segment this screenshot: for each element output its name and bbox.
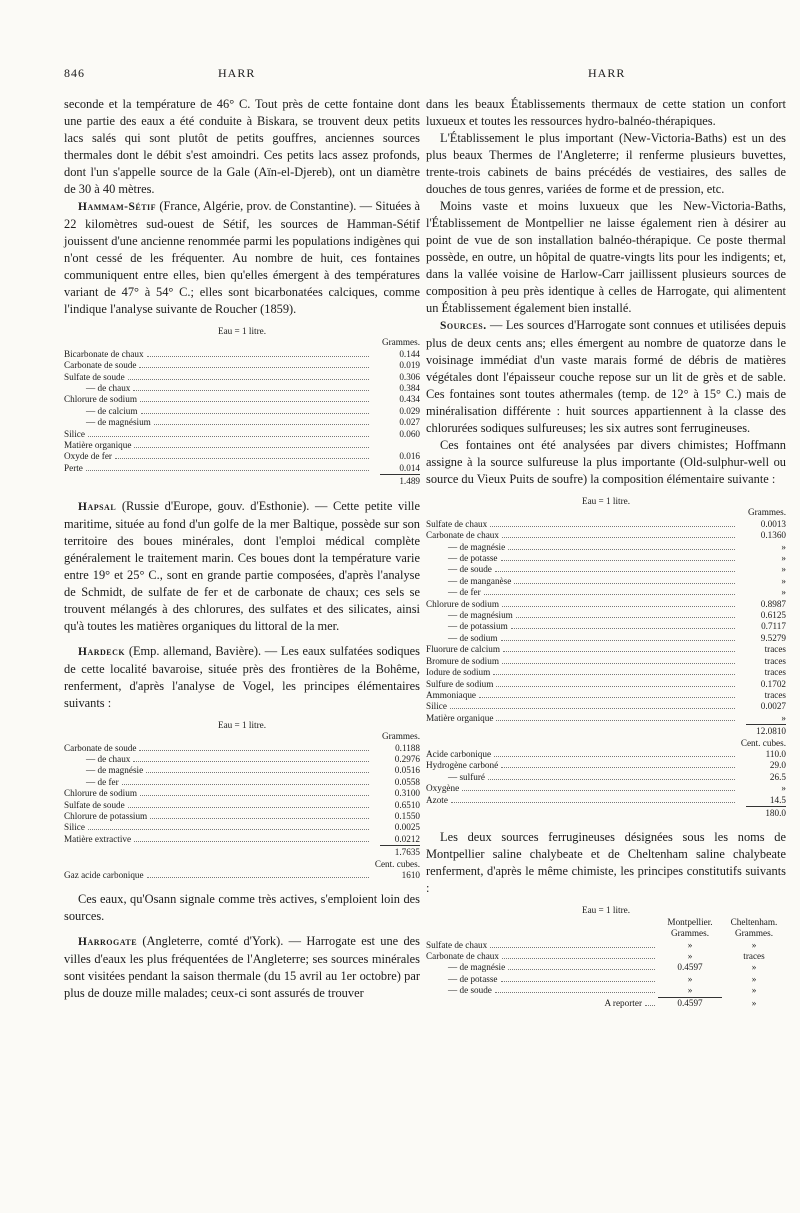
table-rows [426, 519, 786, 724]
row-value: 26.5 [769, 771, 786, 782]
table-unit: Grammes. [381, 337, 420, 348]
analysis-table-hardeck [64, 720, 420, 882]
table-row [426, 587, 786, 598]
row-label: — de soude [448, 564, 492, 575]
row-label: Matière organique [64, 440, 132, 451]
row-label: — de magnésium [86, 417, 151, 428]
row-value: traces [764, 644, 786, 655]
table-row [64, 754, 420, 765]
row-label: Chlorure de sodium [426, 598, 499, 609]
table-column-units: Grammes. Grammes. [670, 928, 773, 939]
row-label: — de magnésium [448, 610, 513, 621]
row-value: » [781, 553, 786, 564]
row-value: 0.029 [399, 405, 420, 416]
table-caption: Eau = 1 litre. [581, 905, 631, 916]
table-caption: Eau = 1 litre. [217, 326, 267, 336]
row-label: Carbonate de chaux [426, 530, 499, 541]
table-unit: Grammes. [747, 507, 786, 518]
row-value: traces [764, 689, 786, 700]
table-row [64, 417, 420, 428]
table-column-headers: Montpellier. Cheltenham. [667, 916, 778, 927]
table-rows [64, 743, 420, 846]
table-row [426, 985, 786, 996]
row-value: » [687, 973, 693, 984]
entry-head: Harrogate [78, 936, 138, 949]
row-label: — de potassium [448, 621, 508, 632]
gas-total: 180.0 [426, 806, 786, 819]
row-value: 0.1360 [760, 530, 786, 541]
row-value: » [751, 962, 757, 973]
row-label: Sulfate de soude [64, 371, 125, 382]
row-value: » [781, 587, 786, 598]
row-value: 0.016 [399, 451, 420, 462]
table-row [426, 519, 786, 530]
table-row [64, 834, 420, 845]
gas-unit: Cent. cubes. [374, 858, 420, 869]
table-row [64, 811, 420, 822]
row-value: 0.019 [399, 360, 420, 371]
table-row [64, 383, 420, 394]
report-row: A reporter 0.4597 » [604, 997, 757, 1008]
row-value: 0.8987 [760, 598, 786, 609]
row-value: 0.6125 [760, 610, 786, 621]
row-label: Carbonate de soude [64, 360, 137, 371]
table-row [426, 795, 786, 806]
analysis-table-hammam [64, 326, 420, 488]
table-row [426, 576, 786, 587]
row-label: Chlorure de sodium [64, 394, 137, 405]
row-value: 0.144 [399, 348, 420, 359]
row-value: » [687, 985, 693, 996]
row-label: Iodure de sodium [426, 667, 491, 678]
row-label: — de fer [448, 587, 481, 598]
table-row [426, 553, 786, 564]
row-value: traces [764, 667, 786, 678]
row-value: 0.6510 [394, 799, 420, 810]
row-value: 110.0 [765, 748, 786, 759]
table-row [426, 940, 786, 951]
table-row [64, 372, 420, 383]
table-row [64, 765, 420, 776]
table-row [426, 530, 786, 541]
table-row [426, 599, 786, 610]
table-row [64, 406, 420, 417]
row-label: Bromure de sodium [426, 655, 499, 666]
paragraph-hoffmann: Ces fontaines ont été analysées par divers chimistes; Hoffmann assigne à la source sulfureuse la plus importante (Old-sulphur-well ou source du Vieux Puits de soufre) la composition élémentaire suivante : [426, 438, 786, 486]
table-row [426, 962, 786, 973]
table-row [64, 360, 420, 371]
paragraph-osann: Ces eaux, qu'Osann signale comme très actives, s'emploient loin des sources. [64, 892, 420, 924]
row-label: — de chaux [86, 753, 131, 764]
row-label: — de potasse [448, 973, 498, 984]
row-value: 29.0 [769, 760, 786, 771]
table-row [426, 679, 786, 690]
row-label: — de magnésie [448, 541, 506, 552]
row-label: — de sodium [448, 632, 498, 643]
table-row [426, 749, 786, 760]
table-row [426, 760, 786, 771]
table-row [426, 772, 786, 783]
row-label: Azote [426, 794, 448, 805]
row-value: 0.2976 [394, 753, 420, 764]
table-row [426, 713, 786, 724]
row-value: 0.7117 [761, 621, 786, 632]
row-label: Chlorure de sodium [64, 788, 137, 799]
row-label: — de magnésie [86, 765, 144, 776]
entry-sources: Sources. — Les sources d'Harrogate sont connues et utilisées depuis plus de deux cents ans; elles émergent au nombre de quatorze dans le voisinage immédiat d'un vaste marais formé de débris de matières végétales dont l'épaisseur couche repose sur un lit de grès et de sable. Ces fontaines sont toutes athermales (temp. de 12° à 15° C.) mais de minéralisation différente : huit sources appartiennent à la classe des chlorurées sodiques sulfureuses; les six autres sont ferrugineuses. [426, 318, 786, 435]
table-row [426, 633, 786, 644]
table-row [64, 777, 420, 788]
table-rows [64, 349, 420, 474]
table-row [426, 542, 786, 553]
row-value: 0.0027 [760, 701, 786, 712]
table-row [426, 621, 786, 632]
table-unit: Grammes. [381, 731, 420, 742]
paragraph-harrogate-cont: dans les beaux Établissements thermaux de cette station un confort luxueux et toutes les ressources hydro-balnéo-thérapiques. [426, 97, 786, 128]
row-value: 0.014 [399, 462, 420, 473]
row-label: Silice [64, 822, 85, 833]
table-row [426, 667, 786, 678]
row-value: 0.1188 [395, 742, 420, 753]
row-label: — de magnésie [448, 962, 506, 973]
row-label: Carbonate de soude [64, 742, 137, 753]
row-label: Sulfate de soude [64, 799, 125, 810]
row-value: 14.5 [769, 794, 786, 805]
running-head-left: HARR [218, 66, 256, 80]
running-head-right: HARR [588, 66, 626, 80]
row-label: — sulfuré [448, 771, 485, 782]
gas-rows [426, 749, 786, 806]
table-total: 1.7635 [64, 845, 420, 858]
analysis-table-old-sulphur-well [426, 496, 786, 819]
row-value: 0.434 [399, 394, 420, 405]
row-value: 0.306 [399, 371, 420, 382]
table-row [64, 788, 420, 799]
table-row [64, 394, 420, 405]
table-row [64, 451, 420, 462]
row-value: » [781, 783, 786, 794]
entry-head: Hapsal [78, 500, 117, 513]
row-value: 0.0013 [760, 518, 786, 529]
table-row [64, 429, 420, 440]
row-label: — de manganèse [448, 575, 512, 586]
row-label: Carbonate de chaux [426, 951, 499, 961]
row-value: » [751, 985, 757, 996]
entry-harrogate: Harrogate (Angleterre, comté d'York). — Harrogate est une des villes d'eaux les plus fréquentées de l'Angleterre; ses sources minérales sont visitées pendant la saison thermale (du 15 avril au 1er octobre) par plus de douze mille malades; ceux-ci sont assurés de trouver [64, 934, 420, 1001]
entry-head: Hardeck [78, 645, 126, 658]
table-total: 12.0810 [426, 724, 786, 737]
row-value: 0.0558 [394, 776, 420, 787]
entry-head: Hammam-Sétif [78, 201, 157, 213]
table-row [64, 349, 420, 360]
row-label: Matière organique [426, 712, 494, 723]
table-row [426, 783, 786, 794]
row-value: 0.027 [399, 417, 420, 428]
row-value: 0.384 [399, 383, 420, 394]
row-value: » [751, 973, 757, 984]
row-label: Sulfure de sodium [426, 678, 494, 689]
row-value: 0.0516 [394, 765, 420, 776]
row-label: Hydrogène carboné [426, 760, 499, 771]
row-label: Silice [426, 701, 447, 712]
paragraph-biskra: seconde et la température de 46° C. Tout près de cette fontaine dont une partie des eaux a été conduite à Biskara, se trouvent deux petits lacs salés qui sont plutôt de petits gouffres, anciennes sources thermales dont le débit s'est amoindri. Ces petits lacs assez profonds, dont l'un s'appelle source de la Gale (Aïn-el-Djereb), ont un diamètre de 30 à 40 mètres. [64, 97, 420, 196]
table-total: 1.489 [64, 474, 420, 487]
row-value: 0.4597 [677, 962, 703, 973]
row-value: 0.0212 [394, 833, 420, 844]
row-value: 0.1550 [394, 810, 420, 821]
row-label: Silice [64, 428, 85, 439]
row-value: » [781, 541, 786, 552]
table-row [426, 974, 786, 985]
row-value: » [751, 939, 757, 950]
table-row [426, 564, 786, 575]
entry-head: Sources. [440, 320, 487, 332]
row-label: — de soude [448, 985, 492, 996]
table-caption: Eau = 1 litre. [217, 719, 267, 730]
row-value: » [687, 951, 693, 961]
table-row [426, 656, 786, 667]
row-value: 0.3100 [394, 788, 420, 799]
entry-hammam-setif: Hammam-Sétif (France, Algérie, prov. de Constantine). — Situées à 22 kilomètres sud-ouest de Sétif, les sources de Hamman-Sétif jouissent d'une ancienne renommée parmi les populations indigènes qui n'ont cessé de les fréquenter. Au nombre de huit, ces fontaines communiquent entre elles, bien qu'elles émergent à des températures variant de 47° à 54° C.; elles sont bicarbonatées calciques, comme l'indique l'analyse suivante de Roucher (1859). [64, 199, 420, 316]
row-value: traces [764, 655, 786, 666]
left-column [64, 96, 420, 1002]
table-row [426, 951, 786, 962]
paragraph-montpellier: Moins vaste et moins luxueux que les New-Victoria-Baths, l'Établissement de Montpellier ne laisse également rien à désirer au point de vue de son installation balnéo-thérapique. Ce poste thermal possède, en outre, un hôpital de quatre-vingts lits pour les indigents; et, dans la vallée voisine de Harlow-Carr jaillissent plusieurs sources de composition à peu près identique à celles de Harrogate, qui alimentent un Établissement également bien installé. [426, 199, 786, 315]
table-row [64, 743, 420, 754]
row-value: 0.060 [399, 428, 420, 439]
row-label: Matière extractive [64, 833, 132, 844]
row-value: » [781, 712, 786, 723]
row-label: Ammoniaque [426, 689, 477, 700]
row-value: 0.0025 [394, 822, 420, 833]
table-row [426, 690, 786, 701]
row-label: — de chaux [86, 383, 131, 394]
row-label: Chlorure de potassium [64, 810, 148, 821]
table-rows [426, 940, 786, 997]
row-label: Oxyde de fer [64, 451, 112, 462]
row-label: Perte [64, 462, 83, 473]
table-row [426, 701, 786, 712]
row-value: traces [743, 951, 765, 961]
row-value: » [687, 939, 693, 950]
entry-hapsal: Hapsal (Russie d'Europe, gouv. d'Esthonie). — Cette petite ville maritime, située au fond d'un golfe de la mer Baltique, possède sur son territoire des boues minérales, dont l'emploi médical complète généralement le traitement marin. Ces boues dont la température varie entre 19° et 25° C., sont en grande partie composées, d'après l'analyse de Schmidt, de sulfate de fer et de carbonate de chaux; ces sels se trouvent mélangés à des chlorures, des sulfates et des silicates, ainsi qu'à toutes les matières organiques du littoral de la mer. [64, 498, 420, 633]
gas-unit: Cent. cubes. [740, 737, 786, 748]
row-label: Bicarbonate de chaux [64, 348, 144, 359]
analysis-table-chalybeate [426, 905, 786, 1009]
paragraph-ferrugineuses: Les deux sources ferrugineuses désignées sous les noms de Montpellier saline chalybeate et de Cheltenham saline chalybeate renferment, d'après le même chimiste, les principes constitutifs suivants : [426, 830, 786, 896]
row-value: » [781, 564, 786, 575]
right-column [426, 96, 786, 1019]
row-label: Sulfate de chaux [426, 518, 488, 529]
row-value: 0.1702 [760, 678, 786, 689]
row-label: Acide carbonique [426, 748, 492, 759]
row-label: Sulfate de chaux [426, 939, 488, 950]
entry-hardeck: Hardeck (Emp. allemand, Bavière). — Les eaux sulfatées sodiques de cette localité bavaroise, située près des frontières de la Bohême, renferment, d'après l'analyse de Vogel, les principes élémentaires suivants : [64, 643, 420, 710]
row-label: Oxygène [426, 783, 460, 794]
row-label: — de fer [86, 776, 119, 787]
table-row [64, 440, 420, 451]
row-value: 9.5279 [760, 632, 786, 643]
table-caption: Eau = 1 litre. [581, 496, 631, 506]
row-label: — de calcium [86, 405, 138, 416]
table-row [64, 800, 420, 811]
gas-row: Gaz acide carbonique 1610 [64, 869, 420, 880]
row-label: — de potasse [448, 553, 498, 564]
table-row [426, 644, 786, 655]
paragraph-victoria-baths: L'Établissement le plus important (New-Victoria-Baths) est un des plus beaux Thermes de l'Angleterre; il renferme plusieurs buvettes, trente-trois cabinets de bains précédés de vestiaires, des salles de douches de tous genres, variées de forme et de pression, etc. [426, 131, 786, 196]
page-number: 846 [64, 66, 85, 80]
table-row [64, 822, 420, 833]
row-value: » [781, 575, 786, 586]
row-label: Fluorure de calcium [426, 644, 500, 655]
table-row [64, 463, 420, 474]
table-row [426, 610, 786, 621]
